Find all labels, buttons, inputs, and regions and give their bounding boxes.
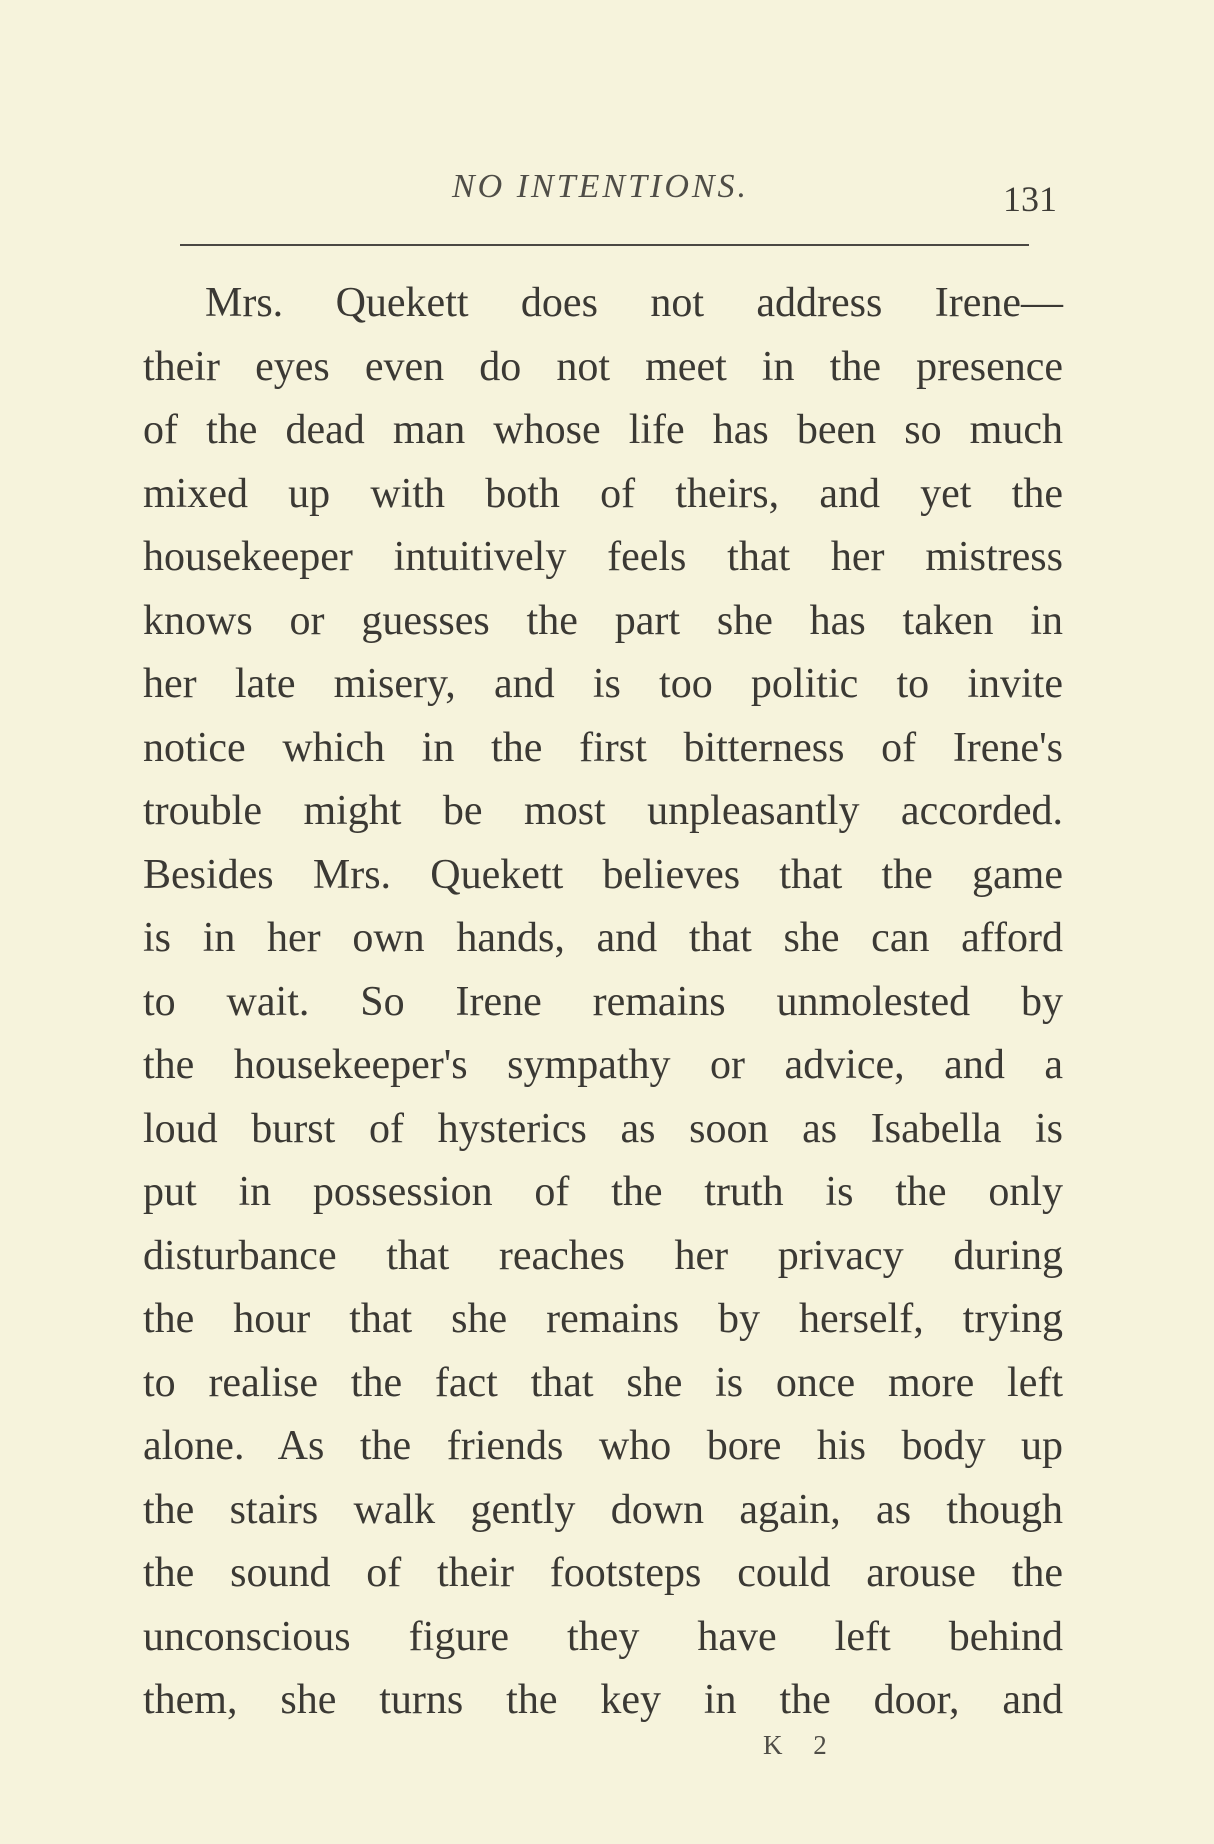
header-rule (180, 244, 1029, 246)
text-line: them, she turns the key in the door, and (143, 1677, 1063, 1723)
text-line: housekeeper intuitively feels that her mistress (143, 534, 1063, 580)
text-line: Mrs. Quekett does not address Irene— (205, 280, 1063, 326)
text-line: disturbance that reaches her privacy during (143, 1232, 1063, 1279)
text-line: is in her own hands, and that she can afford (143, 915, 1063, 961)
signature-mark: K 2 (763, 1730, 839, 1760)
text-line: their eyes even do not meet in the presence (143, 343, 1063, 390)
text-line: the sound of their footsteps could arouse the (143, 1550, 1063, 1596)
text-line: alone. As the friends who bore his body up (143, 1423, 1063, 1469)
page-number: 131 (1003, 179, 1057, 219)
text-line: to realise the fact that she is once more left (143, 1359, 1063, 1406)
body-paragraph (143, 272, 1063, 1733)
text-line: put in possession of the truth is the only (143, 1169, 1063, 1215)
text-line: her late misery, and is too politic to invite (143, 661, 1063, 707)
text-line: unconscious figure they have left behind (143, 1613, 1063, 1660)
text-line: knows or guesses the part she has taken in (143, 597, 1063, 644)
running-head (0, 168, 1214, 219)
text-line: trouble might be most unpleasantly accorded. (143, 788, 1063, 834)
text-line: to wait. So Irene remains unmolested by (143, 978, 1063, 1025)
text-line: mixed up with both of theirs, and yet the (143, 470, 1063, 517)
text-line: loud burst of hysterics as soon as Isabella is (143, 1105, 1063, 1152)
text-line: notice which in the first bitterness of Irene's (143, 724, 1063, 771)
running-title: NO INTENTIONS. (452, 168, 750, 205)
text-line: the hour that she remains by herself, trying (143, 1296, 1063, 1342)
text-line: of the dead man whose life has been so much (143, 407, 1063, 453)
text-line: the stairs walk gently down again, as though (143, 1486, 1063, 1533)
text-line: the housekeeper's sympathy or advice, and a (143, 1042, 1063, 1088)
text-line: Besides Mrs. Quekett believes that the game (143, 851, 1063, 898)
